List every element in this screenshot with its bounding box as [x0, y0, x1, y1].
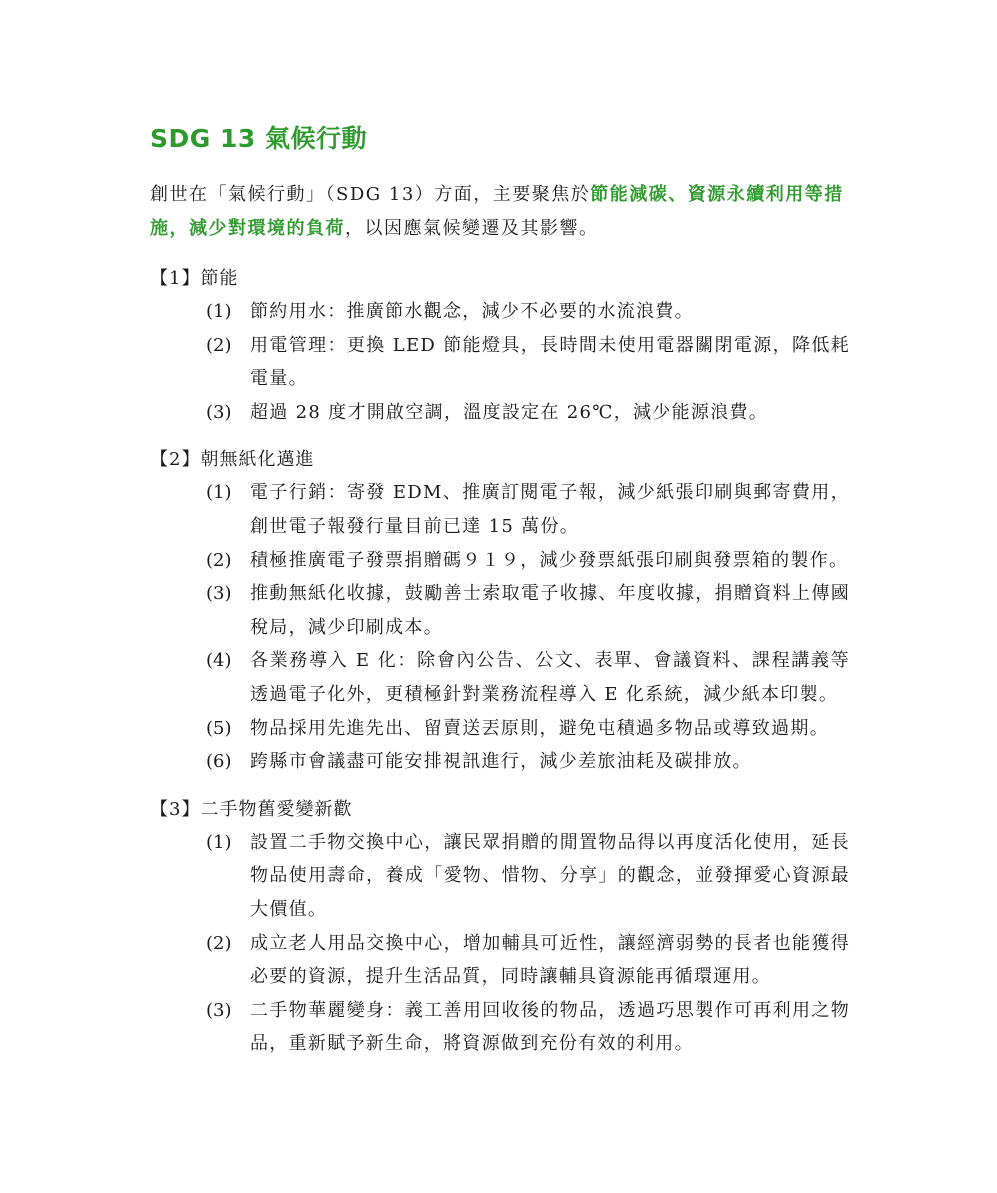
- item-number: (2): [206, 334, 232, 356]
- intro-paragraph: [150, 178, 850, 246]
- list-item: [150, 295, 850, 329]
- item-text: 用電管理：更換 LED 節能燈具，長時間未使用電器關閉電源，降低耗電量。: [250, 334, 850, 390]
- list-item: [150, 826, 850, 927]
- section-second-hand: [150, 793, 850, 1061]
- item-text: 推動無紙化收據，鼓勵善士索取電子收據、年度收據，捐贈資料上傳國稅局，減少印刷成本。: [250, 583, 850, 638]
- list-item: [150, 329, 850, 396]
- list-item: [150, 712, 850, 746]
- item-list: [150, 295, 850, 429]
- list-item: [150, 994, 850, 1061]
- item-number: (1): [206, 301, 232, 322]
- list-item: [150, 577, 850, 644]
- list-item: [150, 927, 850, 994]
- item-number: (5): [206, 717, 232, 739]
- item-text: 電子行銷：寄發 EDM、推廣訂閱電子報，減少紙張印刷與郵寄費用，創世電子報發行量目前已達 15 萬份。: [250, 482, 850, 537]
- section-energy-saving: [150, 262, 850, 429]
- item-text: 積極推廣電子發票捐贈碼９１９，減少發票紙張印刷與發票箱的製作。: [250, 549, 849, 571]
- list-item: [150, 396, 850, 430]
- item-text: 超過 28 度才開啟空調，溫度設定在 26℃，減少能源浪費。: [250, 401, 769, 423]
- section-heading: 【1】節能: [150, 268, 239, 289]
- item-text: 各業務導入 E 化：除會內公告、公文、表單、會議資料、課程講義等透過電子化外，更積極針對業務流程導入 E 化系統，減少紙本印製。: [250, 650, 850, 705]
- section-heading: 【3】二手物舊愛變新歡: [150, 798, 353, 820]
- item-number: (3): [206, 999, 232, 1021]
- page-title: SDG 13 氣候行動: [150, 124, 367, 153]
- item-number: (2): [206, 932, 232, 954]
- item-number: (6): [206, 751, 232, 773]
- list-item: [150, 745, 850, 779]
- document-page: [150, 120, 850, 1075]
- item-text: 成立老人用品交換中心，增加輔具可近性，讓經濟弱勢的長者也能獲得必要的資源，提升生活品質，同時讓輔具資源能再循環運用。: [250, 932, 850, 988]
- list-item: [150, 644, 850, 711]
- list-item: [150, 476, 850, 543]
- intro-highlight: 節能減碳、資源永續利用等措施，減少對環境的負荷: [150, 184, 844, 239]
- item-text: 節約用水：推廣節水觀念，減少不必要的水流浪費。: [250, 301, 694, 322]
- item-list: [150, 826, 850, 1061]
- intro-text-after: ，以因應氣候變遷及其影響。: [345, 218, 599, 239]
- item-text: 物品採用先進先出、留賣送丟原則，避免屯積過多物品或導致過期。: [250, 717, 829, 739]
- intro-text-before: 創世在「氣候行動」（SDG 13）方面，主要聚焦於: [150, 184, 591, 205]
- item-number: (3): [206, 583, 232, 605]
- item-number: (2): [206, 549, 232, 571]
- item-number: (1): [206, 482, 232, 504]
- section-paperless: [150, 443, 850, 778]
- item-number: (1): [206, 831, 232, 853]
- item-number: (4): [206, 650, 232, 672]
- list-item: [150, 544, 850, 578]
- item-text: 二手物華麗變身：義工善用回收後的物品，透過巧思製作可再利用之物品，重新賦予新生命，將資源做到充份有效的利用。: [250, 999, 850, 1055]
- section-heading: 【2】朝無紙化邁進: [150, 449, 315, 471]
- item-number: (3): [206, 401, 232, 423]
- item-list: [150, 476, 850, 778]
- item-text: 跨縣市會議盡可能安排視訊進行，減少差旅油耗及碳排放。: [250, 751, 752, 773]
- item-text: 設置二手物交換中心，讓民眾捐贈的閒置物品得以再度活化使用，延長物品使用壽命，養成「愛物、惜物、分享」的觀念，並發揮愛心資源最大價值。: [250, 831, 850, 920]
